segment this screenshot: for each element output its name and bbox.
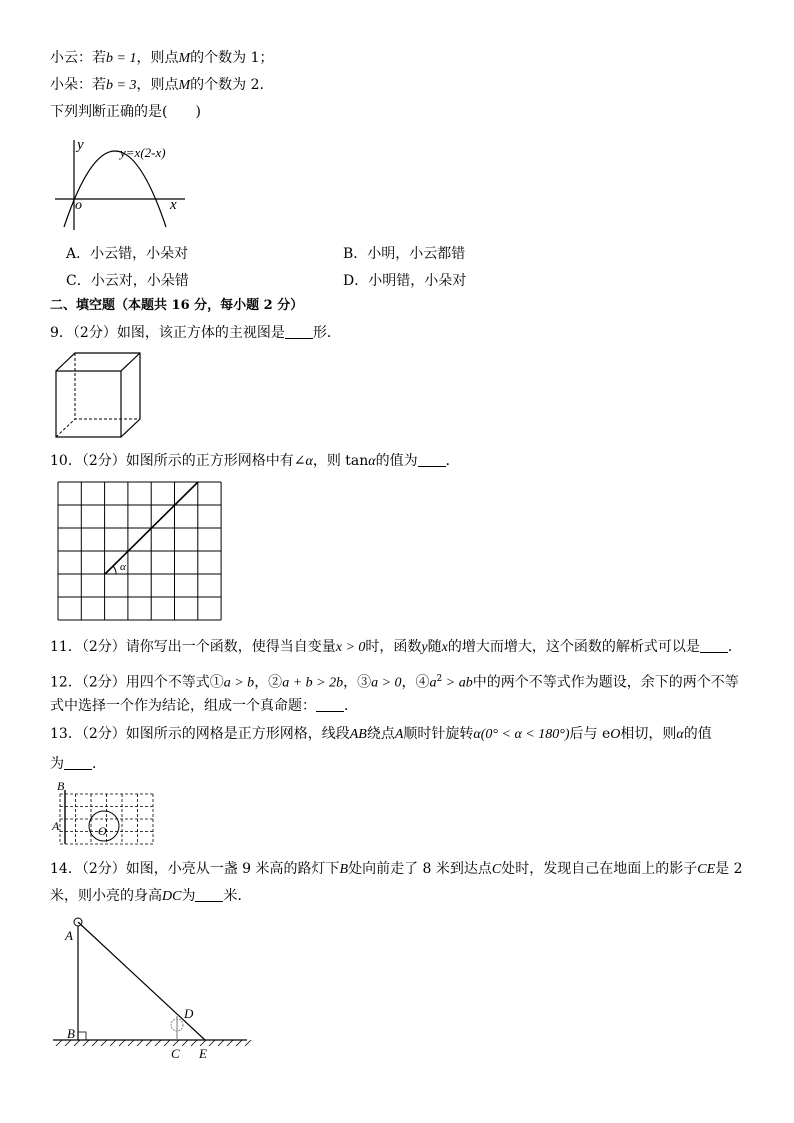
curve-label: y=x(2-x) [120,145,166,160]
y-axis-label: y [77,137,84,153]
question-prompt: 下列判断正确的是( ) [50,104,201,120]
statement-xiaoyun: 小云：若b = 1，则点M的个数为 1； [50,50,274,66]
origin-label: o [75,198,82,213]
alpha-label: α [120,561,126,573]
question-10: 10．（2分）如图所示的正方形网格中有∠α，则 tanα的值为 ． [50,453,460,469]
svg-text:E: E [199,1046,207,1061]
parabola-curve [64,151,166,227]
question-13: 13．（2分）如图所示的网格是正方形网格，线段AB绕点A顺时针旋转α(0° < α < 180°)后与 eO相切，则α的值 [50,726,712,742]
svg-text:B: B [67,1026,75,1041]
question-12: 12．（2分）用四个不等式①a > b，②a + b > 2b，③a > 0，$④a^2$ > ab中的两个不等式作为题设，余下的两个不等 [50,674,739,691]
question-13-line2: 为 ． [50,756,106,772]
answer-blank[interactable] [64,755,92,770]
question-14-line2: 米，则小亮的身高DC为 米． [50,888,252,904]
question-12-line2: 式中选择一个作为结论，组成一个真命题： ． [50,698,358,714]
lamp-shadow-figure [50,912,255,1067]
svg-text:B: B [57,779,65,793]
x-axis-label: x [170,197,177,213]
question-9: 9．（2分）如图，该正方体的主视图是 形． [50,325,341,341]
svg-text:D: D [184,1006,194,1021]
parabola-figure [50,135,200,235]
svg-text:O: O [98,824,107,838]
option-d[interactable]: D．小明错，小朵对 [343,273,467,289]
question-11: 11．（2分）请你写出一个函数，使得当自变量x > 0时，函数y随x的增大而增大，这个函数的解析式可以是 ． [50,639,742,655]
grid-figure [58,482,228,622]
option-b[interactable]: B．小明，小云都错 [343,246,466,262]
answer-blank[interactable] [700,638,728,653]
answer-blank[interactable] [195,887,223,902]
svg-text:C: C [171,1046,180,1061]
option-a[interactable]: A．小云错，小朵对 [66,246,189,262]
answer-blank[interactable] [316,697,344,712]
svg-text:A: A [52,819,60,833]
light-ray [78,922,205,1040]
option-c[interactable]: C．小云对，小朵错 [66,273,189,289]
section-title: 二、填空题（本题共 16 分，每小题 2 分） [50,298,304,313]
svg-text:A: A [65,928,73,943]
cube-figure [55,352,145,442]
question-14: 14．（2分）如图，小亮从一盏 9 米高的路灯下B处向前走了 8 米到达点C处时，发现自己在地面上的影子CE是 2 [50,861,743,877]
answer-blank[interactable] [418,452,446,467]
statement-xiaoduo: 小朵：若b = 3，则点M的个数为 2． [50,77,274,93]
answer-blank[interactable] [285,324,313,339]
circle-grid-figure [50,778,160,850]
